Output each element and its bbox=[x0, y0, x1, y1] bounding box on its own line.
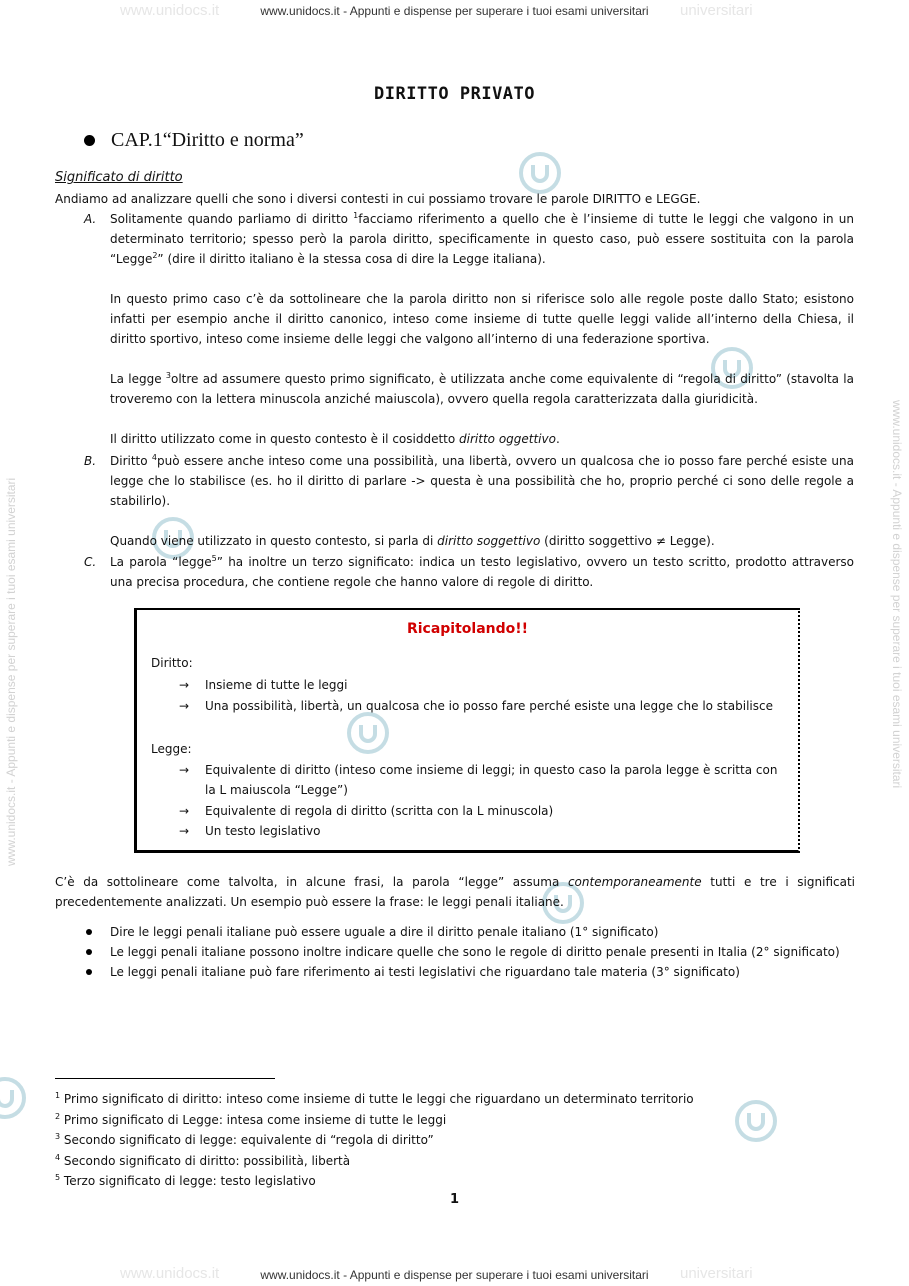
paragraph: Solitamente quando parliamo di diritto $^1$facciamo riferimento a quello che è l’insieme di tutte le leggi che valgono in un determinato territorio; spesso però la parola diritto, specificamente in questo caso, può essere sostituita con la parola “Legge$^2$” (dire il diritto italiano è la stessa cosa di dire la Legge italiana). bbox=[110, 211, 854, 266]
footnote: $^1$ Primo significato di diritto: inteso come insieme di tutte le leggi che riguardano un determinato territorio bbox=[55, 1091, 694, 1106]
intro-paragraph: Andiamo ad analizzare quelli che sono i diversi contesti in cui possiamo trovare le parole DIRITTO e LEGGE. bbox=[55, 192, 701, 206]
list-item-c bbox=[84, 552, 854, 592]
bullet-list bbox=[84, 922, 854, 982]
watermark-ghost-left-bottom: www.unidocs.it bbox=[120, 1265, 220, 1282]
list-marker: A. bbox=[84, 212, 97, 226]
recap-title: Ricapitolando!! bbox=[406, 621, 529, 637]
paragraph: La parola “legge$^5$” ha inoltre un terzo significato: indica un testo legislativo, ovvero un testo scritto, prodotto attraverso una precisa procedura, che contiene regole che hanno valore di regole di diritto. bbox=[110, 554, 854, 589]
list-item-a bbox=[84, 209, 854, 449]
recap-row: → Un testo legislativo bbox=[179, 821, 791, 841]
recap-label-legge: Legge: bbox=[151, 742, 192, 756]
chapter-heading bbox=[84, 129, 304, 152]
unidocs-logo-icon bbox=[0, 1075, 28, 1121]
paragraph: In questo primo caso c’è da sottolineare che la parola diritto non si riferisce solo alle regole poste dallo Stato; esistono infatti per esempio anche il diritto canonico, inteso come insieme di tutte quelle leggi valide all’interno della Chiesa, il diritto sportivo, inteso come insieme delle leggi che valgono all’interno di una federazione sportiva. bbox=[110, 292, 854, 346]
arrow-right-icon: → bbox=[179, 699, 190, 713]
page-title: DIRITTO PRIVATO bbox=[373, 84, 536, 104]
paragraph: Quando viene utilizzato in questo contesto, si parla di diritto soggettivo (diritto soggettivo ≠ Legge). bbox=[110, 534, 715, 548]
recap-row: → Equivalente di regola di diritto (scritta con la L minuscola) bbox=[179, 801, 791, 821]
arrow-right-icon: → bbox=[179, 824, 190, 838]
recap-label-diritto: Diritto: bbox=[151, 656, 193, 670]
summary-paragraph: C’è da sottolineare come talvolta, in alcune frasi, la parola “legge” assuma contemporaneamente tutti e tre i significati precedentemente analizzati. Un esempio può essere la frase: le leggi penali italiane. bbox=[55, 875, 855, 909]
paragraph: Il diritto utilizzato come in questo contesto è il cosiddetto diritto oggettivo. bbox=[110, 432, 560, 446]
paragraph: Diritto $^4$può essere anche inteso come una possibilità, una libertà, ovvero un qualcosa che io posso fare perché esiste una legge che lo stabilisce (es. ho il diritto di parlare -> questa è una possibilità che ho, proprio perché ci sono delle regole a stabilirlo). bbox=[110, 453, 854, 508]
list-item: Le leggi penali italiane può fare riferimento ai testi legislativi che riguardano tale materia (3° significato) bbox=[84, 962, 854, 982]
watermark-ghost-right-top: universitari bbox=[680, 2, 753, 19]
list-item: Dire le leggi penali italiane può essere uguale a dire il diritto penale italiano (1° significato) bbox=[84, 922, 854, 942]
arrow-right-icon: → bbox=[179, 763, 190, 777]
footnote-ref: 1 bbox=[353, 211, 359, 220]
footnote-ref: 5 bbox=[211, 554, 217, 563]
watermark-side-right: www.unidocs.it - Appunti e dispense per superare i tuoi esami universitari bbox=[890, 400, 904, 789]
recap-row: → Insieme di tutte le leggi bbox=[179, 675, 791, 695]
footnote: $^3$ Secondo significato di legge: equivalente di “regola di diritto” bbox=[55, 1132, 434, 1147]
arrow-right-icon: → bbox=[179, 678, 190, 692]
recap-row: → Una possibilità, libertà, un qualcosa che io posso fare perché esiste una legge che lo stabilisce bbox=[179, 696, 791, 716]
paragraph: La legge $^3$oltre ad assumere questo primo significato, è utilizzata anche come equivalente di “regola di diritto” (stavolta la troveremo con la lettera minuscola anziché maiuscola), ovvero quella regola caratterizzata dalla giuridicità. bbox=[110, 371, 854, 406]
page-number: 1 bbox=[449, 1192, 460, 1207]
unidocs-logo-icon bbox=[733, 1098, 779, 1144]
list-item-b bbox=[84, 451, 854, 551]
footnote-ref: 4 bbox=[151, 453, 157, 462]
section-heading: Significato di diritto bbox=[55, 170, 183, 185]
footnote: $^4$ Secondo significato di diritto: possibilità, libertà bbox=[55, 1152, 351, 1168]
footnote-divider bbox=[55, 1078, 275, 1079]
watermark-footer: www.unidocs.it - Appunti e dispense per superare i tuoi esami universitari bbox=[260, 1268, 649, 1282]
arrow-right-icon: → bbox=[179, 804, 190, 818]
watermark-side-left: www.unidocs.it - Appunti e dispense per superare i tuoi esami universitari bbox=[4, 477, 18, 866]
bullet-icon bbox=[84, 135, 95, 146]
footnotes bbox=[55, 1089, 694, 1192]
footnote: $^5$ Terzo significato di legge: testo legislativo bbox=[55, 1173, 316, 1188]
list-marker: C. bbox=[84, 555, 97, 569]
watermark-ghost-left-top: www.unidocs.it bbox=[120, 2, 220, 19]
watermark-header: www.unidocs.it - Appunti e dispense per superare i tuoi esami universitari bbox=[260, 4, 649, 18]
chapter-title: CAP.1“Diritto e norma” bbox=[111, 129, 304, 151]
recap-row: → Equivalente di diritto (inteso come insieme di leggi; in questo caso la parola legge è scritta con la L maiuscola “Legge”) bbox=[179, 760, 791, 800]
watermark-ghost-right-bottom: universitari bbox=[680, 1265, 753, 1282]
footnote-ref: 3 bbox=[165, 371, 171, 380]
recap-box bbox=[134, 608, 800, 853]
list-marker: B. bbox=[84, 454, 97, 468]
list-item: Le leggi penali italiane possono inoltre indicare quelle che sono le regole di diritto penale presenti in Italia (2° significato) bbox=[84, 942, 854, 962]
footnote-ref: 2 bbox=[152, 251, 158, 260]
footnote: $^2$ Primo significato di Legge: intesa come insieme di tutte le leggi bbox=[55, 1111, 447, 1127]
